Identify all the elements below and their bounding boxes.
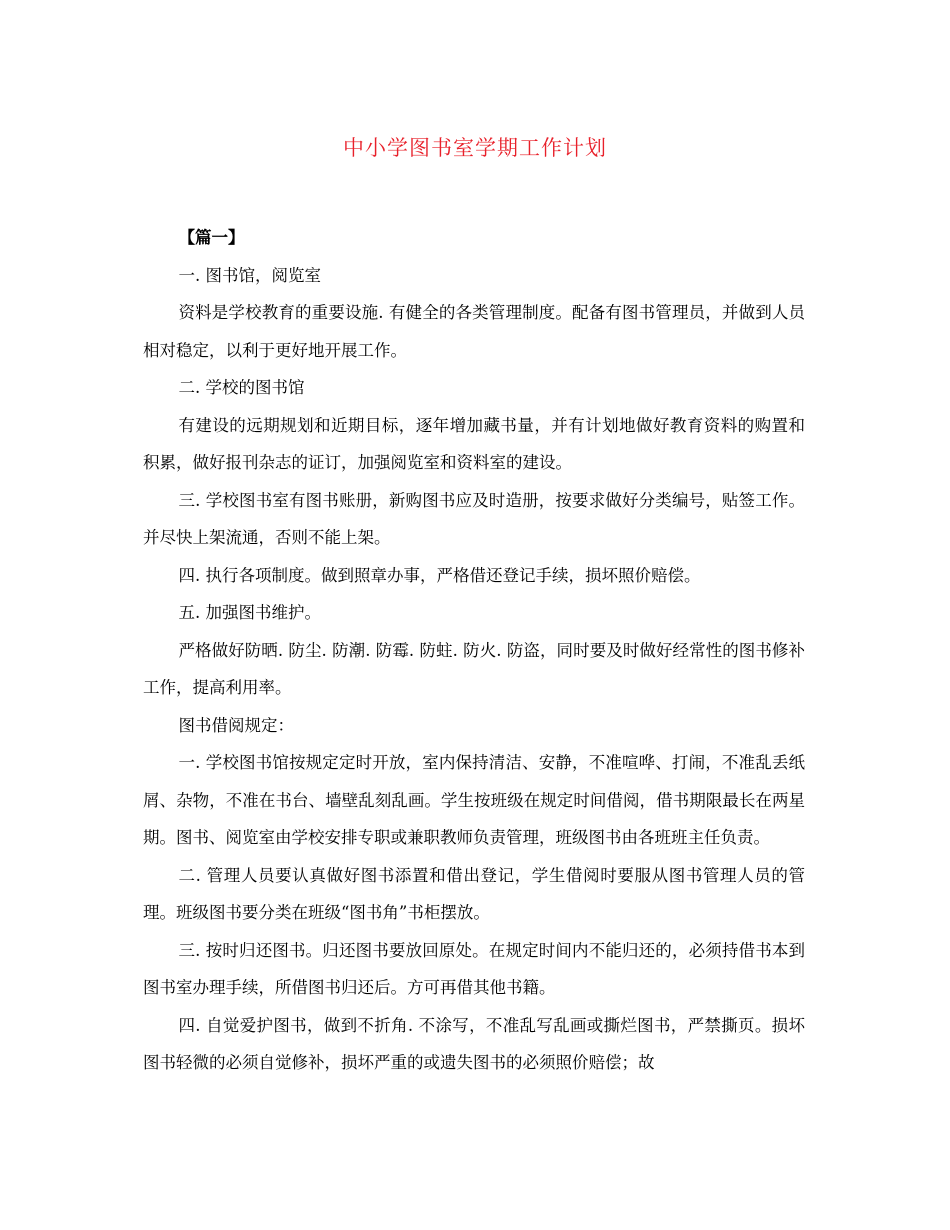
paragraph: 三. 按时归还图书。归还图书要放回原处。在规定时间内不能归还的，必须持借书本到图书室办理手续，所借图书归还后。方可再借其他书籍。	[143, 940, 805, 997]
paragraph-heading-borrowing-rules: 图书借阅规定：	[178, 715, 294, 735]
document-body	[143, 219, 805, 1082]
paragraph: 有建设的远期规划和近期目标，逐年增加藏书量，并有计划地做好教育资料的购置和积累，做好报刊杂志的证订，加强阅览室和资料室的建设。	[143, 415, 805, 472]
section-heading: 【篇一】	[178, 228, 245, 247]
paragraph: 一. 学校图书馆按规定定时开放，室内保持清洁、安静，不准喧哗、打闹，不准乱丢纸屑、杂物，不准在书台、墙壁乱刻乱画。学生按班级在规定时间借阅，借书期限最长在两星期。图书、阅览室由学校安排专职或兼职教师负责管理，班级图书由各班班主任负责。	[143, 753, 805, 847]
paragraph: 四. 执行各项制度。做到照章办事，严格借还登记手续，损坏照价赔偿。	[178, 565, 701, 585]
document-title: 中小学图书室学期工作计划	[343, 136, 607, 160]
paragraph: 三. 学校图书室有图书账册，新购图书应及时造册，按要求做好分类编号，贴签工作。并尽快上架流通，否则不能上架。	[143, 490, 805, 547]
paragraph: 严格做好防晒. 防尘. 防潮. 防霉. 防蛀. 防火. 防盗，同时要及时做好经常性的图书修补工作，提高利用率。	[143, 640, 805, 697]
paragraph: 二. 管理人员要认真做好图书添置和借出登记，学生借阅时要服从图书管理人员的管理。班级图书要分类在班级“图书角”书柜摆放。	[143, 865, 805, 922]
paragraph: 资料是学校教育的重要设施. 有健全的各类管理制度。配备有图书管理员，并做到人员相对稳定，以利于更好地开展工作。	[143, 303, 805, 360]
paragraph-heading-school-library: 二. 学校的图书馆	[178, 378, 305, 397]
paragraph-heading-maintenance: 五. 加强图书维护。	[178, 603, 321, 622]
paragraph-heading-library: 一. 图书馆，阅览室	[178, 265, 321, 285]
paragraph: 四. 自觉爱护图书，做到不折角. 不涂写，不准乱写乱画或撕烂图书，严禁撕页。损坏图书轻微的必须自觉修补，损坏严重的或遗失图书的必须照价赔偿；故	[143, 1015, 805, 1072]
